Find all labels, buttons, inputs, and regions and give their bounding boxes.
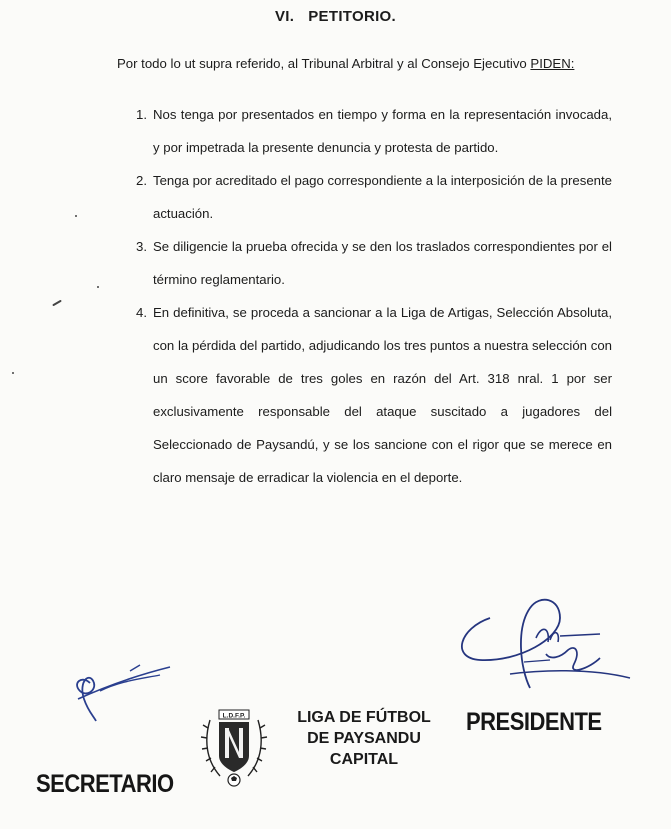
item-number: 4. — [136, 305, 147, 320]
scan-speck — [97, 286, 99, 288]
section-heading — [0, 8, 671, 25]
petition-list — [136, 98, 612, 494]
scan-speck — [12, 372, 14, 374]
league-stamp — [276, 707, 452, 770]
league-crest-logo — [200, 700, 268, 788]
item-text: Tenga por acreditado el pago correspondiente a la interposición de la presente actuación. — [153, 173, 612, 221]
intro-emphasis: PIDEN: — [530, 56, 575, 71]
item-number: 1. — [136, 107, 147, 122]
item-text: En definitiva, se proceda a sancionar a la Liga de Artigas, Selección Absoluta, con la pérdida del partido, adjudicando los tres puntos a nuestra selección con un score favorable de tres goles en razón del Art. 318 nral. 1 por ser exclusivamente responsable del ataque suscitado a jugadores del Seleccionado de Paysandú, y se los sancione con el rigor que se merece en claro mensaje de erradicar la violencia en el deporte. — [153, 305, 612, 485]
petition-item — [136, 296, 612, 494]
item-text: Nos tenga por presentados en tiempo y forma en la representación invocada, y por impetrada la presente denuncia y protesta de partido. — [153, 107, 612, 155]
secretary-signature — [60, 655, 180, 725]
item-number: 2. — [136, 173, 147, 188]
scan-speck — [75, 215, 77, 217]
president-signature — [450, 588, 640, 708]
intro-text: Por todo lo ut supra referido, al Tribunal Arbitral y al Consejo Ejecutivo — [117, 56, 531, 71]
league-line: LIGA DE FÚTBOL — [297, 709, 431, 726]
petition-item — [136, 98, 612, 164]
league-line: DE PAYSANDU — [307, 730, 421, 747]
petition-item — [136, 230, 612, 296]
secretary-stamp: SECRETARIO — [36, 769, 174, 798]
item-number: 3. — [136, 239, 147, 254]
section-number: VI. — [275, 8, 295, 25]
item-text: Se diligencie la prueba ofrecida y se den los traslados correspondientes por el término reglamentario. — [153, 239, 612, 287]
crest-initials: L.D.F.P. — [222, 712, 246, 720]
president-stamp: PRESIDENTE — [466, 707, 602, 736]
section-title: PETITORIO. — [308, 8, 396, 25]
scan-speck — [52, 300, 62, 307]
intro-paragraph — [117, 56, 574, 71]
petition-item — [136, 164, 612, 230]
league-line: CAPITAL — [329, 751, 399, 768]
